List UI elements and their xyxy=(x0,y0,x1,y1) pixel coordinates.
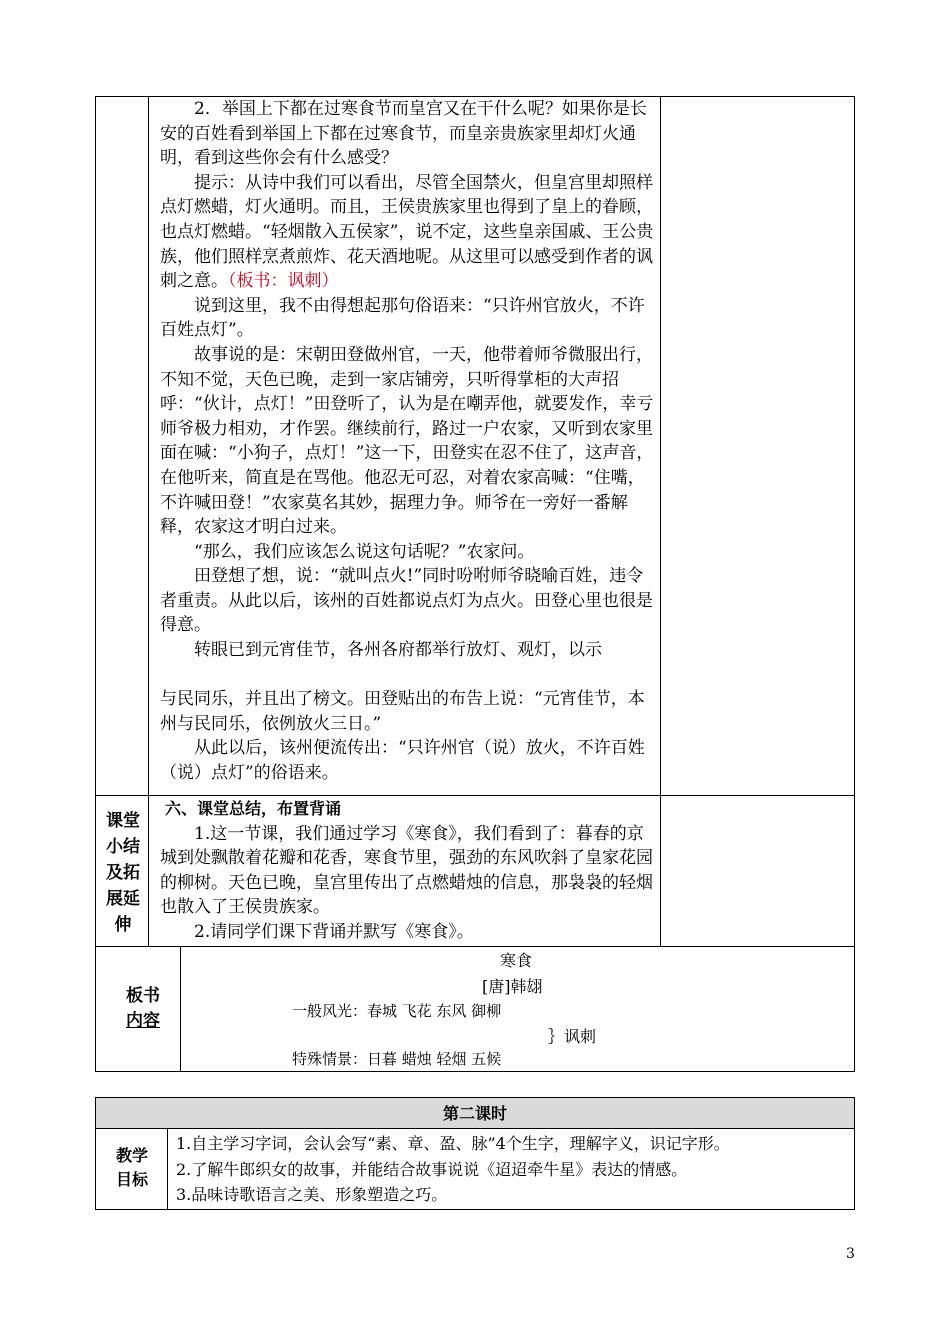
blackboard-col-divider xyxy=(180,946,181,1072)
page-number: 3 xyxy=(846,1246,855,1262)
blackboard-line-1: 一般风光：春城 飞花 东风 御柳 xyxy=(292,1002,502,1020)
summary-paragraph-1: 1.这一节课，我们通过学习《寒食》，我们看到了：暮春的京城到处飘散着花瓣和花香，寒食节里，强劲的东风吹斜了皇家花园的柳树。天色已晚，皇宫里传出了点燃蜡烛的信息，那袅袅的轻烟也散入了王侯贵族家。 xyxy=(160,823,653,918)
goal-item-2: 2.了解牛郎织女的故事，并能结合故事说说《迢迢牵牛星》表达的情感。 xyxy=(176,1160,688,1179)
upper-col-divider-2 xyxy=(660,96,661,946)
blackboard-author: [唐]韩翃 xyxy=(482,977,543,996)
blackboard-label-line1: 板书 xyxy=(126,986,160,1006)
goal-item-3: 3.品味诗歌语言之美、形象塑造之巧。 xyxy=(176,1185,448,1204)
upper-body-text xyxy=(160,97,660,786)
goals-label xyxy=(100,1144,164,1192)
summary-label: 课堂小结及拓展延伸 xyxy=(106,811,140,935)
paragraph-notice: 与民同乐，并且出了榜文。田登贴出的布告上说：“元宵佳节，本州与民同乐，依例放火三日。” xyxy=(160,689,645,734)
paragraph-conclusion: 从此以后，该州便流传出：“只许州官（说）放火，不许百姓（说）点灯”的俗语来。 xyxy=(160,738,645,784)
blackboard-brace: ｝讽刺 xyxy=(548,1027,597,1046)
lesson2-header-divider xyxy=(95,1128,855,1129)
paragraph-story: 故事说的是：宋朝田登做州官，一天，他带着师爷微服出行，不知不觉，天色已晚，走到一家店铺旁，只听得掌柜的大声招呼：“伙计，点灯！”田登听了，认为是在嘲弄他，就要发作，幸亏师爷极力相劝，才作罢。继续前行，路过一户农家，又听到农家里面在喊：“小狗子，点灯！”这一下，田登实在忍不住了，这声音，在他听来，简直是在骂他。他忍无可忍，对着农家高喊：“住嘴，不许喊田登！”农家莫名其妙，据理力争。师爷在一旁好一番解释，农家这才明白过来。 xyxy=(160,344,654,538)
blackboard-line-2: 特殊情景：日暮 蜡烛 轻烟 五候 xyxy=(292,1050,502,1068)
paragraph-question-2: 2．举国上下都在过寒食节而皇宫又在干什么呢？如果你是长安的百姓看到举国上下都在过寒食节，而皇亲贵族家里却灯火通明，看到这些你会有什么感受？ xyxy=(160,99,647,169)
blackboard-label xyxy=(108,984,178,1034)
goals-label-line1: 教学 xyxy=(115,1146,148,1165)
summary-paragraph-2: 2.请同学们课下背诵并默写《寒食》。 xyxy=(194,921,474,942)
upper-row-divider-1 xyxy=(95,795,855,796)
board-note: （板书：讽刺） xyxy=(228,271,339,292)
lesson2-header: 第二课时 xyxy=(442,1104,507,1123)
blackboard-title: 寒食 xyxy=(500,951,533,970)
summary-heading: 六、课堂总结，布置背诵 xyxy=(165,799,342,818)
hint-text: 提示：从诗中我们可以看出，尽管全国禁火，但皇宫里却照样点灯燃蜡，灯火通明。而且，王侯贵族家里也得到了皇上的眷顾，也点灯燃蜡。“轻烟散入五侯家”，说不定，这些皇亲国戚、王公贵族，他们照样烹煮煎炸、花天酒地呢。从这里可以感受到作者的讽刺之意。 xyxy=(160,172,654,292)
goal-item-1: 1.自主学习字词，会认会写“素、章、盈、脉”4个生字，理解字义，识记字形。 xyxy=(176,1134,730,1153)
lesson2-col-divider xyxy=(167,1128,168,1210)
paragraph-farmer-question: “那么，我们应该怎么说这句话呢？”农家问。 xyxy=(194,541,535,562)
paragraph-lantern-festival: 转眼已到元宵佳节，各州各府都举行放灯、观灯，以示 xyxy=(194,640,602,661)
upper-col-divider-1 xyxy=(148,96,149,946)
summary-body xyxy=(160,797,660,945)
paragraph-hint xyxy=(160,171,660,294)
goals-label-line2: 目标 xyxy=(115,1170,148,1189)
paragraph-tian-deng: 田登想了想，说：“就叫点火!”同时吩咐师爷晓喻百姓，违令者重责。从此以后，该州的百姓都说点灯为点火。田登心里也很是得意。 xyxy=(160,566,653,636)
upper-row-divider-2 xyxy=(95,946,855,947)
paragraph-proverb: 说到这里，我不由得想起那句俗语来：“只许州官放火，不许百姓点灯”。 xyxy=(160,295,645,341)
blackboard-label-line2: 内容 xyxy=(126,1011,160,1031)
